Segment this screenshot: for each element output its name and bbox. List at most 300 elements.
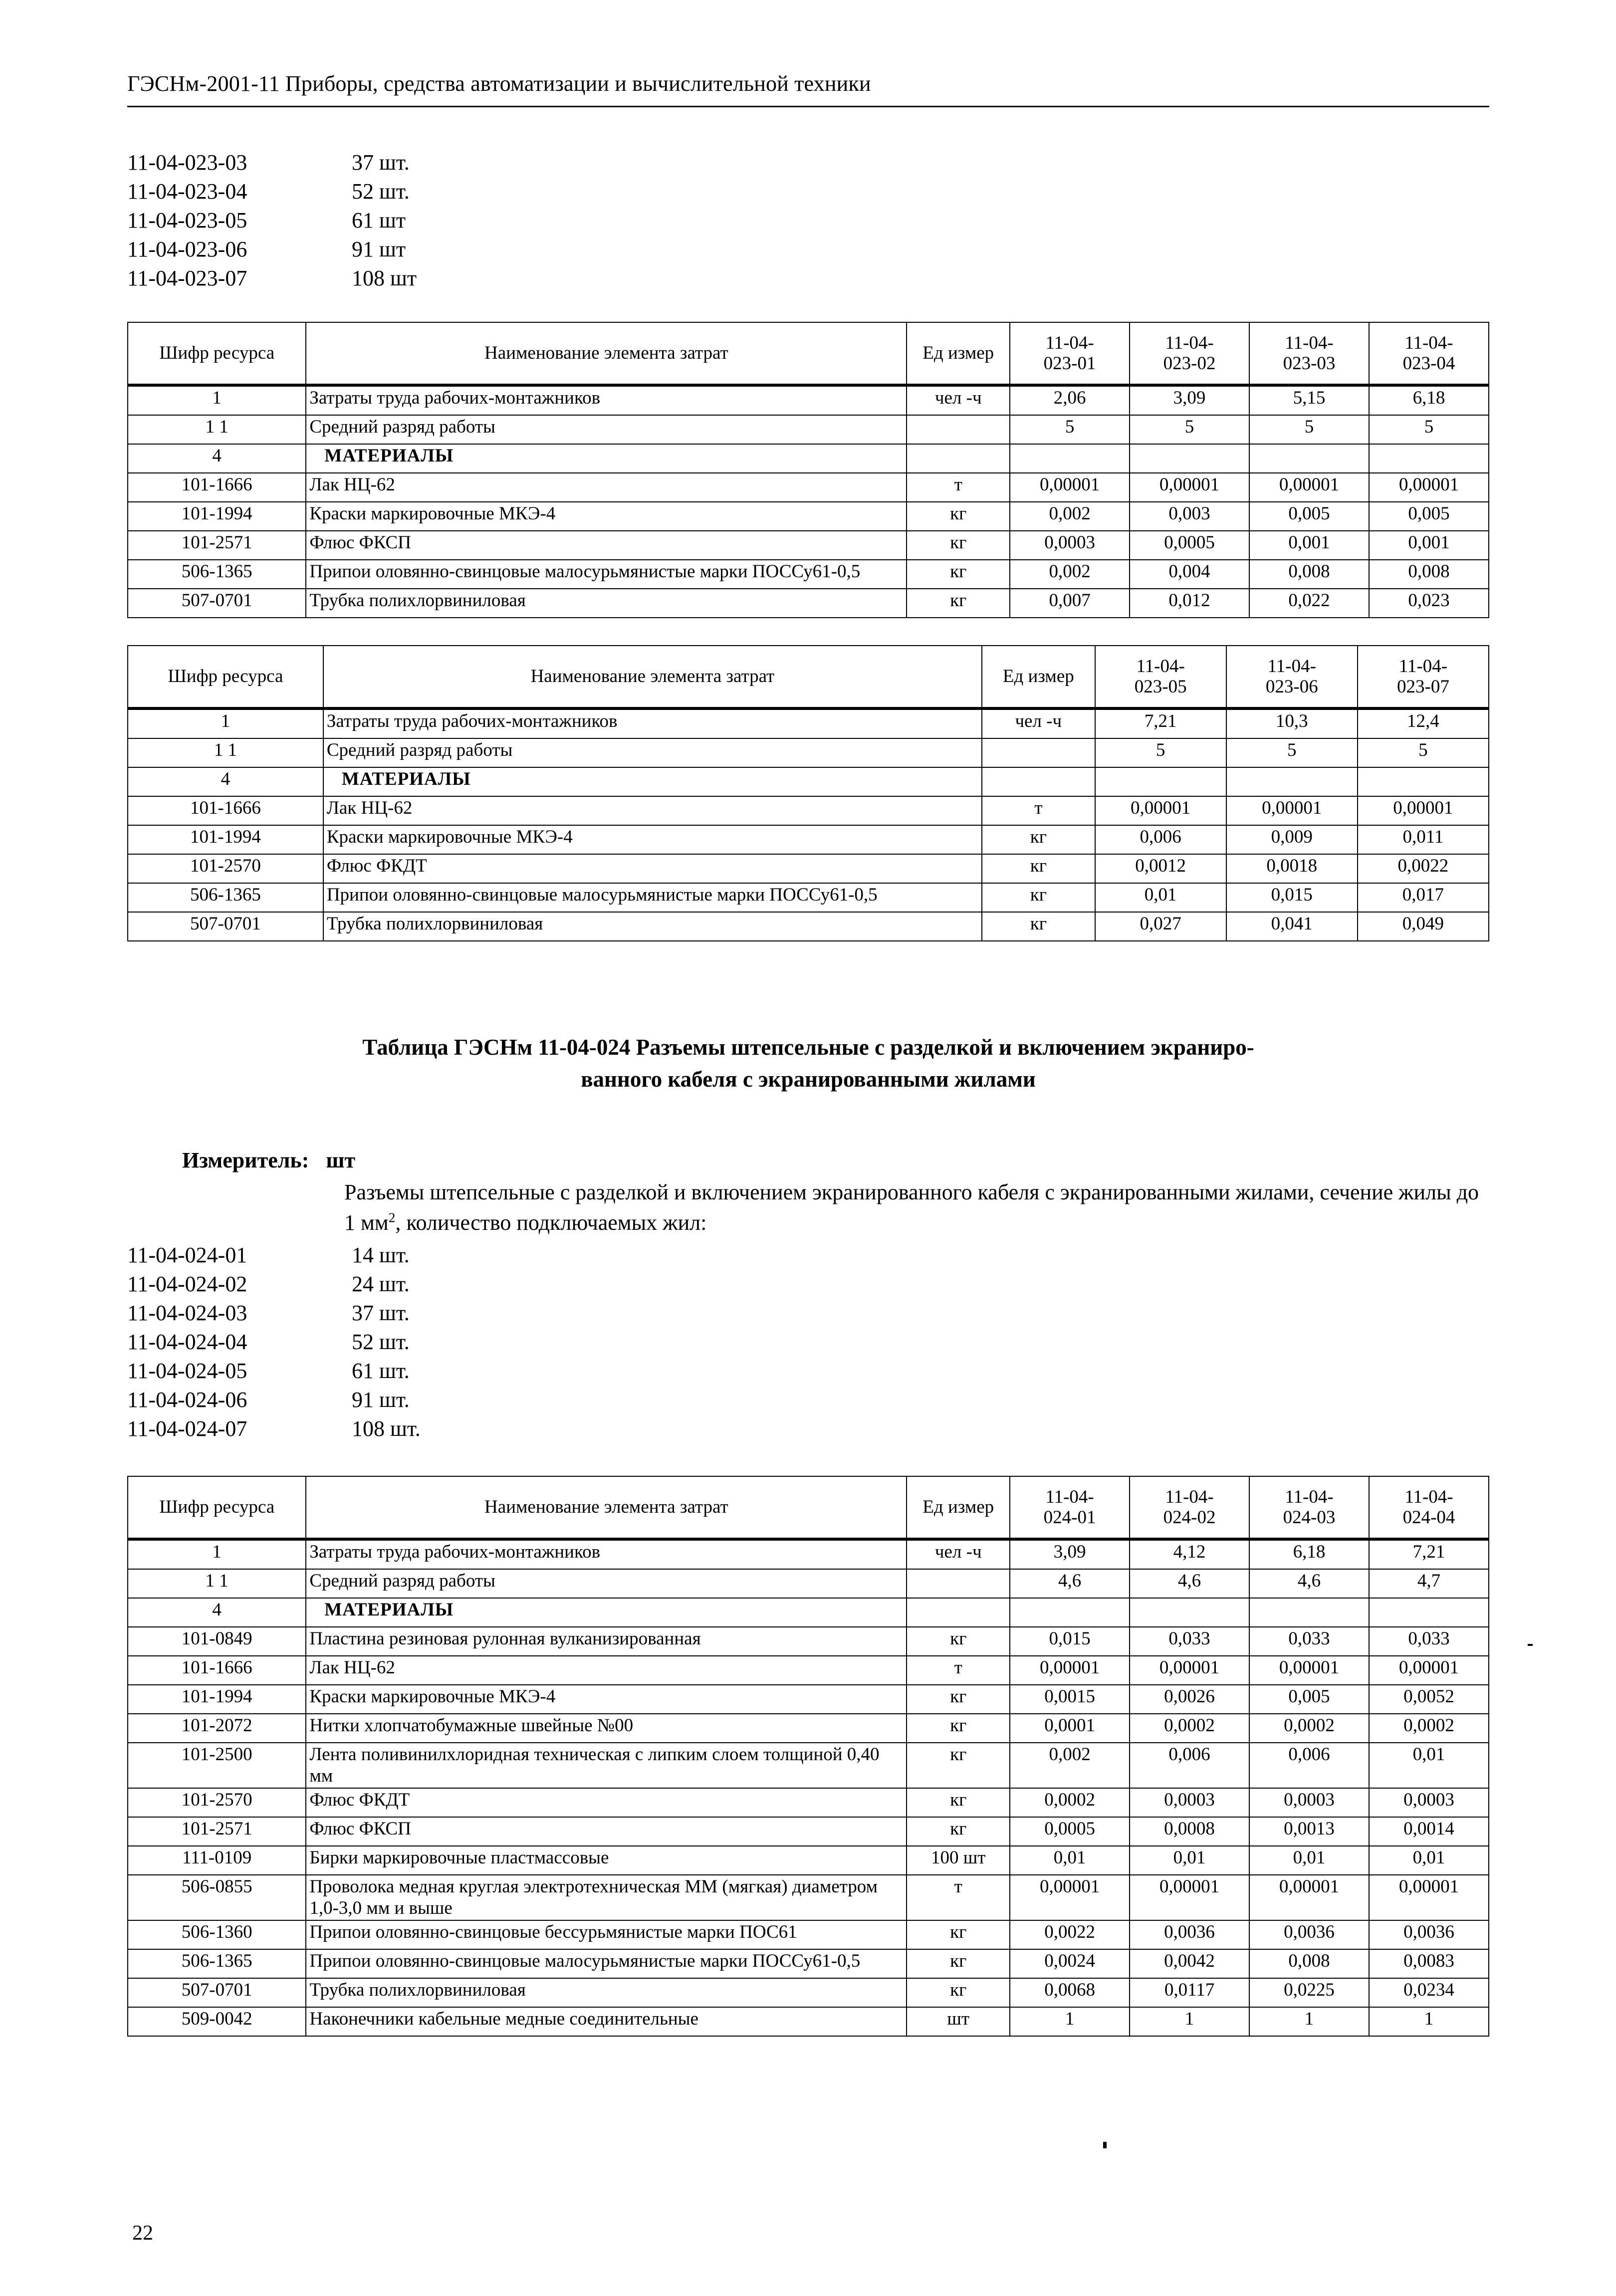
description-pre: Разъемы штепсельные с разделкой и включением экранированного кабеля с экранированными жилами, сечение жилы до 1 мм (344, 1180, 1479, 1235)
code-list-023-item-code: 11-04-023-05 (127, 208, 247, 232)
cell-unit: кг (907, 1685, 1010, 1714)
column-header-element-name: Наименование элемента затрат (306, 322, 907, 385)
code-list-024-item-code: 11-04-024-04 (127, 1330, 247, 1354)
cell-value-3: 0,00001 (1358, 796, 1489, 825)
column-header-norm-line1: 11-04- (1045, 1486, 1094, 1507)
cell-value-4: 0,00001 (1369, 1656, 1489, 1685)
cell-value-1 (1095, 767, 1226, 796)
cell-unit: чел -ч (982, 708, 1095, 738)
cell-element-name: Средний разряд работы (323, 738, 982, 767)
column-header-norm-3 (1249, 1476, 1369, 1539)
cell-unit: кг (907, 1920, 1010, 1949)
column-header-unit: Ед измер (907, 322, 1010, 385)
cell-value-2: 0,00001 (1130, 473, 1249, 502)
cell-resource-code: 101-1666 (128, 1656, 306, 1685)
cell-value-3 (1249, 444, 1369, 473)
cell-unit: кг (982, 912, 1095, 941)
cell-value-4: 7,21 (1369, 1539, 1489, 1569)
cell-value-1: 2,06 (1010, 385, 1130, 415)
code-list-024-item-quantity: 24 шт. (352, 1272, 410, 1296)
cell-value-1: 0,0005 (1010, 1817, 1130, 1846)
cell-resource-code: 101-0849 (128, 1627, 306, 1656)
measurer-line (182, 1148, 355, 1173)
cell-value-1: 0,0001 (1010, 1714, 1130, 1743)
cell-element-name: Припои оловянно-свинцовые малосурьмянистые марки ПОССу61-0,5 (306, 560, 907, 589)
table-row (128, 767, 1489, 796)
cell-element-name: МАТЕРИАЛЫ (306, 444, 907, 473)
cell-value-1: 0,01 (1010, 1846, 1130, 1875)
cell-element-name: Затраты труда рабочих-монтажников (306, 385, 907, 415)
cell-resource-code: 101-2570 (128, 854, 323, 883)
cell-value-2: 0,004 (1130, 560, 1249, 589)
resource-table-11-04-023-05-07 (127, 645, 1489, 941)
code-list-023-item-code: 11-04-023-07 (127, 266, 247, 290)
cell-element-name: МАТЕРИАЛЫ (323, 767, 982, 796)
cell-value-3: 0,0013 (1249, 1817, 1369, 1846)
cell-resource-code: 111-0109 (128, 1846, 306, 1875)
table-row (128, 1598, 1489, 1627)
description-post: , количество подключаемых жил: (395, 1210, 707, 1235)
cell-element-name: Средний разряд работы (306, 1569, 907, 1598)
cell-unit (907, 444, 1010, 473)
cell-resource-code: 506-1360 (128, 1920, 306, 1949)
column-header-norm-line1: 11-04- (1285, 1486, 1334, 1507)
cell-unit (907, 1598, 1010, 1627)
cell-value-3: 0,0225 (1249, 1978, 1369, 2007)
table-row (128, 385, 1489, 415)
cell-value-3: 0,005 (1249, 502, 1369, 531)
cell-value-3: 0,0036 (1249, 1920, 1369, 1949)
cell-value-4: 5 (1369, 415, 1489, 444)
column-header-norm-4 (1369, 1476, 1489, 1539)
resource-table-11-04-024-01-04-header-row (128, 1476, 1489, 1539)
cell-resource-code: 4 (128, 767, 323, 796)
cell-value-4: 0,0083 (1369, 1949, 1489, 1978)
column-header-norm-line2: 023-04 (1402, 353, 1455, 374)
cell-value-2: 0,006 (1130, 1743, 1249, 1788)
code-list-023-item-row (127, 179, 1616, 208)
cell-unit (907, 1569, 1010, 1598)
table-row (128, 1788, 1489, 1817)
cell-unit (982, 738, 1095, 767)
cell-value-1: 5 (1095, 738, 1226, 767)
cell-value-2: 5 (1226, 738, 1358, 767)
cell-value-3: 0,00001 (1249, 1656, 1369, 1685)
cell-value-3: 0,01 (1249, 1846, 1369, 1875)
code-list-023-item-row (127, 265, 1616, 294)
cell-value-3: 0,017 (1358, 883, 1489, 912)
cell-resource-code: 101-1666 (128, 473, 306, 502)
cell-value-2: 0,009 (1226, 825, 1358, 854)
column-header-resource-code: Шифр ресурса (128, 1476, 306, 1539)
cell-value-1: 0,0003 (1010, 531, 1130, 560)
table-row (128, 825, 1489, 854)
cell-value-2 (1130, 444, 1249, 473)
cell-value-3: 0,033 (1249, 1627, 1369, 1656)
cell-value-4: 1 (1369, 2007, 1489, 2036)
column-header-norm-4 (1369, 322, 1489, 385)
cell-unit (982, 767, 1095, 796)
code-list-024-item-quantity: 37 шт. (352, 1301, 410, 1325)
table-row (128, 796, 1489, 825)
code-list-024-item-row (127, 1329, 1616, 1358)
section-description-024 (344, 1177, 1487, 1238)
column-header-norm-line1: 11-04- (1398, 656, 1448, 677)
cell-value-2: 1 (1130, 2007, 1249, 2036)
column-header-norm-line1: 11-04- (1165, 1486, 1214, 1507)
table-row (128, 1743, 1489, 1788)
table-row (128, 1627, 1489, 1656)
table-024-wrapper (127, 1476, 1489, 2037)
column-header-norm-line2: 024-01 (1043, 1507, 1096, 1528)
table-row (128, 560, 1489, 589)
code-list-023-item-quantity: 61 шт (352, 208, 406, 232)
cell-unit: кг (907, 1627, 1010, 1656)
cell-value-3: 0,0022 (1358, 854, 1489, 883)
cell-element-name: Трубка полихлорвиниловая (306, 589, 907, 618)
cell-resource-code: 506-1365 (128, 883, 323, 912)
column-header-norm-line2: 024-04 (1402, 1507, 1455, 1528)
cell-value-3: 6,18 (1249, 1539, 1369, 1569)
cell-resource-code: 1 (128, 1539, 306, 1569)
cell-value-3: 0,0002 (1249, 1714, 1369, 1743)
column-header-norm-3 (1249, 322, 1369, 385)
section-title-024 (127, 1032, 1489, 1096)
cell-value-3: 12,4 (1358, 708, 1489, 738)
code-list-023 (127, 150, 1616, 294)
cell-value-1: 0,00001 (1095, 796, 1226, 825)
cell-value-1: 0,027 (1095, 912, 1226, 941)
cell-unit: т (982, 796, 1095, 825)
cell-value-4: 0,0052 (1369, 1685, 1489, 1714)
scan-artifact-dot (1103, 2142, 1107, 2148)
cell-element-name: Краски маркировочные МКЭ-4 (323, 825, 982, 854)
column-header-norm-line1: 11-04- (1045, 332, 1094, 353)
cell-value-1: 0,0002 (1010, 1788, 1130, 1817)
cell-value-2: 0,003 (1130, 502, 1249, 531)
cell-value-4: 0,01 (1369, 1743, 1489, 1788)
cell-value-1: 0,002 (1010, 1743, 1130, 1788)
code-list-024-item-row (127, 1387, 1616, 1416)
cell-unit: кг (907, 589, 1010, 618)
cell-resource-code: 1 (128, 708, 323, 738)
resource-table-11-04-024-01-04 (127, 1476, 1489, 2037)
cell-resource-code: 101-1666 (128, 796, 323, 825)
cell-value-2: 4,6 (1130, 1569, 1249, 1598)
table-row (128, 589, 1489, 618)
column-header-norm-1 (1010, 1476, 1130, 1539)
code-list-023-item-code: 11-04-023-04 (127, 179, 247, 204)
table-row (128, 708, 1489, 738)
cell-value-2 (1130, 1598, 1249, 1627)
cell-value-2: 0,00001 (1130, 1875, 1249, 1920)
table-row (128, 2007, 1489, 2036)
code-list-024-item-row (127, 1271, 1616, 1300)
cell-value-2: 0,0008 (1130, 1817, 1249, 1846)
column-header-resource-code: Шифр ресурса (128, 646, 323, 708)
cell-value-3: 0,011 (1358, 825, 1489, 854)
code-list-024-item-quantity: 91 шт. (352, 1387, 410, 1412)
cell-value-1: 0,0024 (1010, 1949, 1130, 1978)
column-header-resource-code: Шифр ресурса (128, 322, 306, 385)
table-row (128, 1539, 1489, 1569)
cell-element-name: Флюс ФКСП (306, 531, 907, 560)
cell-unit: т (907, 1656, 1010, 1685)
cell-resource-code: 101-2571 (128, 1817, 306, 1846)
cell-resource-code: 101-2500 (128, 1743, 306, 1788)
column-header-unit: Ед измер (907, 1476, 1010, 1539)
code-list-023-item-quantity: 37 шт. (352, 150, 410, 175)
cell-value-3: 5 (1358, 738, 1489, 767)
cell-value-3: 0,005 (1249, 1685, 1369, 1714)
cell-resource-code: 101-2072 (128, 1714, 306, 1743)
cell-resource-code: 507-0701 (128, 912, 323, 941)
code-list-024-item-code: 11-04-024-06 (127, 1387, 247, 1412)
code-list-023-item-code: 11-04-023-06 (127, 237, 247, 261)
cell-value-4: 0,023 (1369, 589, 1489, 618)
table-row (128, 1714, 1489, 1743)
cell-value-4: 0,0003 (1369, 1788, 1489, 1817)
cell-element-name: Пластина резиновая рулонная вулканизированная (306, 1627, 907, 1656)
cell-unit: кг (907, 1817, 1010, 1846)
cell-element-name: Нитки хлопчатобумажные швейные №00 (306, 1714, 907, 1743)
resource-table-11-04-023-01-04 (127, 322, 1489, 618)
cell-element-name: МАТЕРИАЛЫ (306, 1598, 907, 1627)
table-row (128, 738, 1489, 767)
section-title-line2: ванного кабеля с экранированными жилами (581, 1066, 1036, 1092)
cell-element-name: Наконечники кабельные медные соединительные (306, 2007, 907, 2036)
page-number: 22 (132, 2222, 153, 2245)
cell-value-1: 4,6 (1010, 1569, 1130, 1598)
code-list-023-item-quantity: 52 шт. (352, 179, 410, 204)
cell-value-3: 0,0003 (1249, 1788, 1369, 1817)
cell-element-name: Бирки маркировочные пластмассовые (306, 1846, 907, 1875)
cell-value-2: 0,015 (1226, 883, 1358, 912)
table-row (128, 415, 1489, 444)
cell-resource-code: 101-2571 (128, 531, 306, 560)
cell-value-1: 0,015 (1010, 1627, 1130, 1656)
cell-value-4: 0,0014 (1369, 1817, 1489, 1846)
code-list-024-item-quantity: 61 шт. (352, 1359, 410, 1383)
cell-element-name: Флюс ФКДТ (306, 1788, 907, 1817)
code-list-023-item-row (127, 208, 1616, 236)
cell-resource-code: 1 (128, 385, 306, 415)
cell-value-4: 0,00001 (1369, 1875, 1489, 1920)
code-list-024-item-quantity: 52 шт. (352, 1330, 410, 1354)
column-header-norm-line2: 023-03 (1283, 353, 1336, 374)
cell-value-4: 4,7 (1369, 1569, 1489, 1598)
cell-value-2: 0,0026 (1130, 1685, 1249, 1714)
cell-resource-code: 101-1994 (128, 1685, 306, 1714)
cell-value-1: 0,0012 (1095, 854, 1226, 883)
code-list-023-item-row (127, 236, 1616, 265)
cell-unit: кг (907, 1714, 1010, 1743)
cell-element-name: Лак НЦ-62 (323, 796, 982, 825)
column-header-norm-line1: 11-04- (1285, 332, 1334, 353)
cell-value-3: 0,008 (1249, 560, 1369, 589)
cell-value-2: 0,0002 (1130, 1714, 1249, 1743)
measurer-value: шт (326, 1148, 356, 1172)
cell-value-3: 0,00001 (1249, 473, 1369, 502)
cell-value-1: 0,00001 (1010, 1656, 1130, 1685)
cell-element-name: Припои оловянно-свинцовые малосурьмянистые марки ПОССу61-0,5 (306, 1949, 907, 1978)
column-header-unit: Ед измер (982, 646, 1095, 708)
cell-element-name: Припои оловянно-свинцовые малосурьмянистые марки ПОССу61-0,5 (323, 883, 982, 912)
cell-value-3: 1 (1249, 2007, 1369, 2036)
column-header-norm-line2: 024-03 (1283, 1507, 1336, 1528)
code-list-024-item-row (127, 1416, 1616, 1445)
cell-value-2: 0,0036 (1130, 1920, 1249, 1949)
code-list-024-item-row (127, 1242, 1616, 1271)
column-header-norm-line1: 11-04- (1136, 656, 1185, 677)
cell-value-4: 0,0002 (1369, 1714, 1489, 1743)
cell-value-3: 5 (1249, 415, 1369, 444)
cell-unit: кг (907, 531, 1010, 560)
cell-unit: кг (907, 560, 1010, 589)
table-row (128, 1817, 1489, 1846)
cell-value-4: 6,18 (1369, 385, 1489, 415)
code-list-023-item-quantity: 108 шт (352, 266, 417, 290)
column-header-norm-2 (1130, 1476, 1249, 1539)
header-rule (127, 106, 1489, 107)
code-list-024-item-quantity: 14 шт. (352, 1243, 410, 1267)
table-row (128, 531, 1489, 560)
column-header-element-name: Наименование элемента затрат (306, 1476, 907, 1539)
cell-value-2: 0,0117 (1130, 1978, 1249, 2007)
cell-value-1: 0,007 (1010, 589, 1130, 618)
section-title-line1: Таблица ГЭСНм 11-04-024 Разъемы штепсельные с разделкой и включением экраниро- (362, 1035, 1254, 1060)
cell-unit: кг (982, 854, 1095, 883)
running-head: ГЭСНм-2001-11 Приборы, средства автоматизации и вычислительной техники (127, 71, 871, 96)
cell-value-3: 0,049 (1358, 912, 1489, 941)
cell-value-1: 0,0068 (1010, 1978, 1130, 2007)
cell-unit: кг (907, 1743, 1010, 1788)
cell-unit: чел -ч (907, 385, 1010, 415)
column-header-norm-line2: 023-01 (1043, 353, 1096, 374)
table-row (128, 1978, 1489, 2007)
cell-resource-code: 506-1365 (128, 560, 306, 589)
cell-value-1: 0,002 (1010, 502, 1130, 531)
cell-element-name: Средний разряд работы (306, 415, 907, 444)
cell-element-name: Проволока медная круглая электротехническая ММ (мягкая) диаметром 1,0-3,0 мм и выше (306, 1875, 907, 1920)
cell-value-4: 0,00001 (1369, 473, 1489, 502)
cell-value-4: 0,0234 (1369, 1978, 1489, 2007)
column-header-norm-3 (1358, 646, 1489, 708)
table-row (128, 502, 1489, 531)
code-list-023-item-code: 11-04-023-03 (127, 150, 247, 175)
code-list-023-item-row (127, 150, 1616, 179)
column-header-norm-line2: 023-06 (1265, 677, 1318, 697)
cell-value-1 (1010, 444, 1130, 473)
cell-value-4: 0,01 (1369, 1846, 1489, 1875)
cell-element-name: Краски маркировочные МКЭ-4 (306, 502, 907, 531)
cell-value-2: 0,00001 (1130, 1656, 1249, 1685)
code-list-024-item-code: 11-04-024-07 (127, 1416, 247, 1441)
code-list-024-item-row (127, 1358, 1616, 1387)
cell-value-3: 4,6 (1249, 1569, 1369, 1598)
table-023-b-wrapper (127, 645, 1489, 941)
cell-resource-code: 101-1994 (128, 825, 323, 854)
column-header-norm-1 (1010, 322, 1130, 385)
cell-value-2 (1226, 767, 1358, 796)
table-row (128, 1846, 1489, 1875)
cell-value-2: 0,00001 (1226, 796, 1358, 825)
cell-resource-code: 506-1365 (128, 1949, 306, 1978)
code-list-024-item-code: 11-04-024-05 (127, 1359, 247, 1383)
table-row (128, 1685, 1489, 1714)
cell-unit: чел -ч (907, 1539, 1010, 1569)
column-header-element-name: Наименование элемента затрат (323, 646, 982, 708)
cell-value-4: 0,0036 (1369, 1920, 1489, 1949)
column-header-norm-line2: 023-05 (1134, 677, 1187, 697)
cell-value-4: 0,008 (1369, 560, 1489, 589)
cell-unit (907, 415, 1010, 444)
code-list-024 (127, 1242, 1616, 1445)
cell-value-1: 0,00001 (1010, 1875, 1130, 1920)
column-header-norm-line1: 11-04- (1165, 332, 1214, 353)
cell-value-1: 0,002 (1010, 560, 1130, 589)
cell-element-name: Трубка полихлорвиниловая (323, 912, 982, 941)
column-header-norm-line2: 023-07 (1397, 677, 1449, 697)
table-row (128, 912, 1489, 941)
cell-unit: кг (907, 1978, 1010, 2007)
cell-value-3: 5,15 (1249, 385, 1369, 415)
cell-resource-code: 101-1994 (128, 502, 306, 531)
cell-element-name: Флюс ФКДТ (323, 854, 982, 883)
table-row (128, 1949, 1489, 1978)
cell-element-name: Краски маркировочные МКЭ-4 (306, 1685, 907, 1714)
cell-value-4 (1369, 1598, 1489, 1627)
cell-value-2: 0,0042 (1130, 1949, 1249, 1978)
cell-resource-code: 1 1 (128, 738, 323, 767)
cell-resource-code: 4 (128, 444, 306, 473)
code-list-023-item-quantity: 91 шт (352, 237, 406, 261)
code-list-024-item-quantity: 108 шт. (352, 1416, 421, 1441)
cell-resource-code: 507-0701 (128, 1978, 306, 2007)
cell-value-3 (1358, 767, 1489, 796)
cell-value-2: 0,0018 (1226, 854, 1358, 883)
cell-value-2: 0,033 (1130, 1627, 1249, 1656)
cell-resource-code: 1 1 (128, 415, 306, 444)
cell-value-3: 0,008 (1249, 1949, 1369, 1978)
cell-resource-code: 507-0701 (128, 589, 306, 618)
cell-value-4: 0,033 (1369, 1627, 1489, 1656)
cell-element-name: Затраты труда рабочих-монтажников (323, 708, 982, 738)
resource-table-11-04-023-05-07-header-row (128, 646, 1489, 708)
cell-unit: кг (907, 1949, 1010, 1978)
cell-resource-code: 506-0855 (128, 1875, 306, 1920)
table-row (128, 1875, 1489, 1920)
cell-value-1: 1 (1010, 2007, 1130, 2036)
cell-value-2: 0,012 (1130, 589, 1249, 618)
cell-unit: т (907, 1875, 1010, 1920)
cell-value-1: 0,0022 (1010, 1920, 1130, 1949)
cell-element-name: Затраты труда рабочих-монтажников (306, 1539, 907, 1569)
cell-value-2: 5 (1130, 415, 1249, 444)
table-row (128, 444, 1489, 473)
cell-unit: кг (907, 1788, 1010, 1817)
cell-resource-code: 101-2570 (128, 1788, 306, 1817)
code-list-024-item-code: 11-04-024-02 (127, 1272, 247, 1296)
cell-value-3: 0,006 (1249, 1743, 1369, 1788)
cell-unit: 100 шт (907, 1846, 1010, 1875)
cell-value-2: 0,0003 (1130, 1788, 1249, 1817)
cell-value-1: 0,0015 (1010, 1685, 1130, 1714)
column-header-norm-1 (1095, 646, 1226, 708)
cell-unit: кг (907, 502, 1010, 531)
cell-value-2: 4,12 (1130, 1539, 1249, 1569)
cell-value-1: 3,09 (1010, 1539, 1130, 1569)
